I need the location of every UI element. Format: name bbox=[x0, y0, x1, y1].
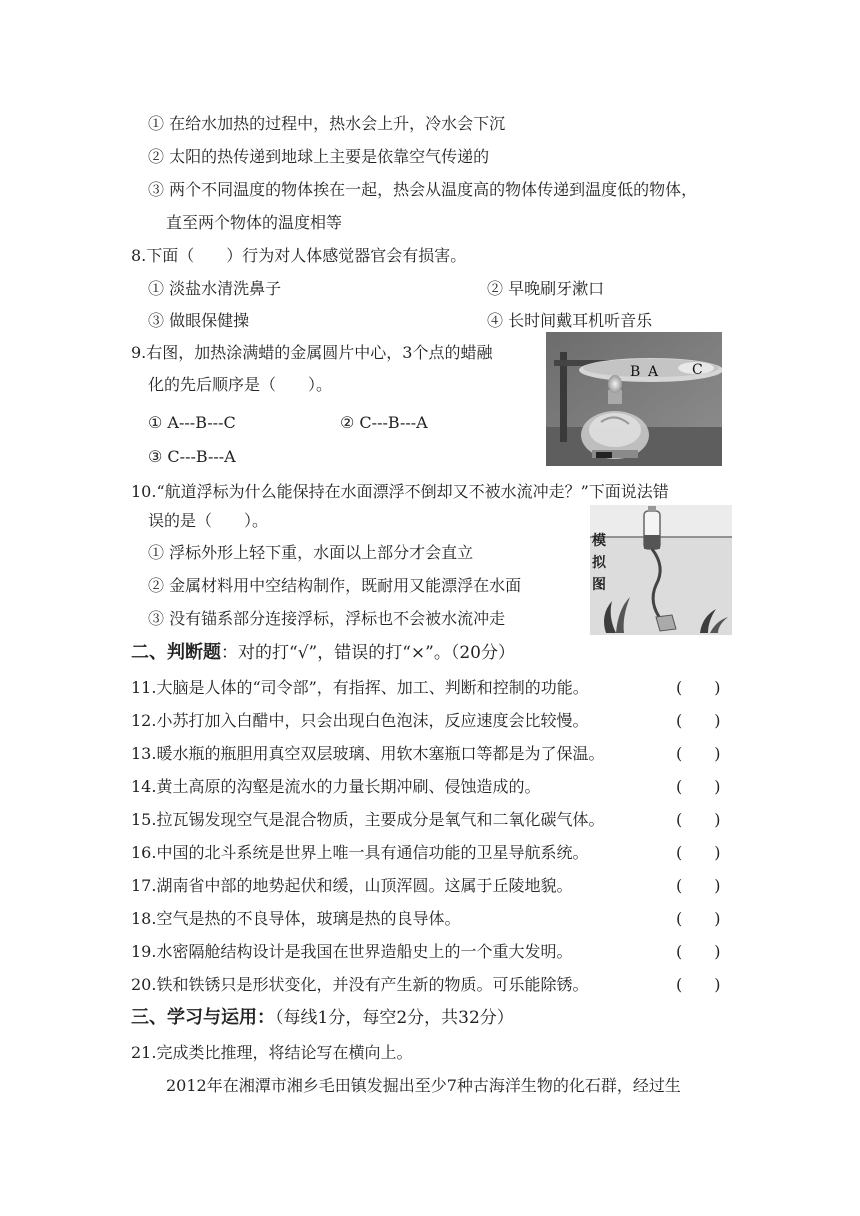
judgment-item-18: 18.空气是热的不良导体，玻璃是热的良导体。 bbox=[131, 909, 461, 928]
simulation-label-1: 模 bbox=[592, 533, 606, 549]
answer-bracket-15[interactable]: ( ) bbox=[676, 810, 721, 829]
q21-passage: 2012年在湘潭市湘乡毛田镇发掘出至少7种古海洋生物的化石群，经过生 bbox=[166, 1076, 681, 1095]
simulation-label-2: 拟 bbox=[592, 555, 606, 571]
q8-option-3: ③ 做眼保健操 bbox=[148, 311, 250, 330]
judgment-item-15: 15.拉瓦锡发现空气是混合物质，主要成分是氧气和二氧化碳气体。 bbox=[131, 810, 605, 829]
q9-stem: 9.右图，加热涂满蜡的金属圆片中心，3个点的蜡融 bbox=[131, 343, 493, 362]
judgment-item-12: 12.小苏打加入白醋中，只会出现白色泡沫，反应速度会比较慢。 bbox=[131, 711, 589, 730]
answer-bracket-18[interactable]: ( ) bbox=[676, 909, 721, 928]
q10-stem: 10.“航道浮标为什么能保持在水面漂浮不倒却又不被水流冲走？”下面说法错 bbox=[131, 482, 669, 501]
answer-bracket-19[interactable]: ( ) bbox=[676, 942, 721, 961]
point-c-label: C bbox=[692, 362, 703, 378]
wax-plate-heating-photo bbox=[546, 332, 722, 466]
q21-stem: 21.完成类比推理，将结论写在横向上。 bbox=[131, 1043, 413, 1062]
buoy-simulation-image bbox=[590, 505, 732, 635]
q9-option-1: ① A---B---C bbox=[148, 413, 236, 432]
section2-heading bbox=[131, 643, 515, 663]
section3-desc: （每线1分，每空2分，共32分） bbox=[275, 1008, 514, 1028]
answer-bracket-14[interactable]: ( ) bbox=[676, 777, 721, 796]
q9-option-3: ③ C---B---A bbox=[148, 447, 236, 466]
judgment-item-19: 19.水密隔舱结构设计是我国在世界造船史上的一个重大发明。 bbox=[131, 942, 573, 961]
q10-option-1: ① 浮标外形上轻下重，水面以上部分才会直立 bbox=[148, 543, 474, 562]
q8-option-1: ① 淡盐水清洗鼻子 bbox=[148, 279, 282, 298]
q7-option-3: ③ 两个不同温度的物体挨在一起，热会从温度高的物体传递到温度低的物体， bbox=[148, 180, 698, 199]
section3-title: 三、学习与运用： bbox=[131, 1007, 275, 1028]
judgment-item-13: 13.暖水瓶的瓶胆用真空双层玻璃、用软木塞瓶口等都是为了保温。 bbox=[131, 744, 605, 763]
judgment-item-17: 17.湖南省中部的地势起伏和缓，山顶浑圆。这属于丘陵地貌。 bbox=[131, 876, 573, 895]
answer-bracket-13[interactable]: ( ) bbox=[676, 744, 721, 763]
q7-option-3-cont: 直至两个物体的温度相等 bbox=[166, 213, 343, 232]
q9-stem-cont: 化的先后顺序是（ ）。 bbox=[148, 375, 333, 394]
q8-option-2: ② 早晚刷牙漱口 bbox=[487, 279, 605, 298]
answer-bracket-16[interactable]: ( ) bbox=[676, 843, 721, 862]
q8-option-4: ④ 长时间戴耳机听音乐 bbox=[487, 311, 653, 330]
answer-bracket-20[interactable]: ( ) bbox=[676, 975, 721, 994]
q10-option-3: ③ 没有锚系部分连接浮标，浮标也不会被水流冲走 bbox=[148, 609, 506, 628]
judgment-item-20: 20.铁和铁锈只是形状变化，并没有产生新的物质。可乐能除锈。 bbox=[131, 975, 589, 994]
q7-option-1: ① 在给水加热的过程中，热水会上升，冷水会下沉 bbox=[148, 114, 506, 133]
q8-stem: 8.下面（ ）行为对人体感觉器官会有损害。 bbox=[131, 246, 467, 265]
q10-option-2: ② 金属材料用中空结构制作，既耐用又能漂浮在水面 bbox=[148, 576, 522, 595]
judgment-item-14: 14.黄土高原的沟壑是流水的力量长期冲刷、侵蚀造成的。 bbox=[131, 777, 541, 796]
q7-option-2: ② 太阳的热传递到地球上主要是依靠空气传递的 bbox=[148, 147, 490, 166]
judgment-item-16: 16.中国的北斗系统是世界上唯一具有通信功能的卫星导航系统。 bbox=[131, 843, 589, 862]
answer-bracket-12[interactable]: ( ) bbox=[676, 711, 721, 730]
section2-desc: ：对的打“√”，错误的打“×”。（20分） bbox=[221, 643, 515, 663]
simulation-label-3: 图 bbox=[592, 577, 606, 593]
section3-heading bbox=[131, 1008, 514, 1028]
point-b-label: B bbox=[630, 364, 641, 380]
answer-bracket-11[interactable]: ( ) bbox=[676, 678, 721, 697]
q9-option-2: ② C---B---A bbox=[340, 413, 428, 432]
q10-stem-cont: 误的是（ ）。 bbox=[148, 511, 269, 530]
judgment-item-11: 11.大脑是人体的“司令部”，有指挥、加工、判断和控制的功能。 bbox=[131, 678, 589, 697]
section2-title: 二、判断题 bbox=[131, 642, 221, 663]
answer-bracket-17[interactable]: ( ) bbox=[676, 876, 721, 895]
point-a-label: A bbox=[648, 364, 659, 380]
